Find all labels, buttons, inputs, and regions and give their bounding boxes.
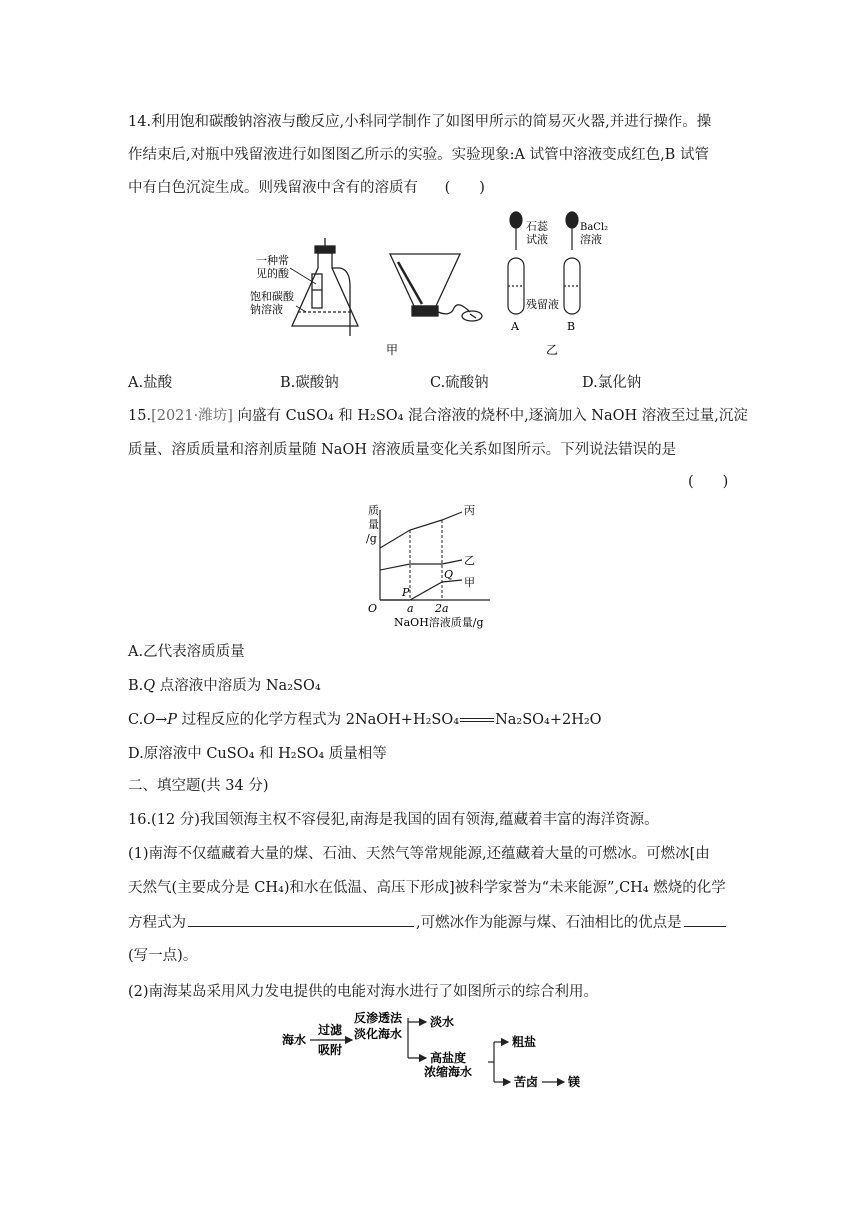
q15-option-c-prefix: C. bbox=[128, 712, 144, 728]
label-bacl2-2: 溶液 bbox=[580, 233, 602, 246]
label-acid-2: 见的酸 bbox=[256, 267, 289, 280]
q14-figure bbox=[240, 208, 609, 358]
q14-option-a: A.盐酸 bbox=[128, 375, 173, 391]
q15-source: [2021·潍坊] bbox=[151, 408, 233, 424]
q14-line-3 bbox=[128, 178, 485, 198]
q15-option-a: A.乙代表溶质质量 bbox=[128, 644, 245, 660]
q15-answer-paren: ( ) bbox=[688, 474, 729, 490]
flow-magnesium: 镁 bbox=[568, 1075, 581, 1089]
q15-option-b-q: Q bbox=[143, 678, 156, 694]
label-soda-2: 钠溶液 bbox=[250, 303, 283, 316]
q15-line-1 bbox=[128, 406, 748, 426]
figure-label-jia: 甲 bbox=[386, 343, 399, 357]
ylabel-2: 量 bbox=[368, 518, 379, 531]
q15-option-c bbox=[128, 710, 602, 730]
label-residue: 残留液 bbox=[526, 298, 559, 311]
tick-a: a bbox=[407, 602, 414, 615]
q15-option-c-products: Na₂SO₄+2H₂O bbox=[495, 712, 602, 728]
q15-graph bbox=[362, 500, 502, 630]
point-p: P bbox=[402, 586, 410, 599]
flow-brine-2: 浓缩海水 bbox=[424, 1065, 473, 1079]
q16-part1-line-3-a: 方程式为 bbox=[128, 915, 186, 931]
q15-line-1-text: 向盛有 CuSO₄ 和 H₂SO₄ 混合溶液的烧杯中,逐滴加入 NaOH 溶液至过量,沉淀 bbox=[237, 408, 748, 424]
q15-option-d: D.原溶液中 CuSO₄ 和 H₂SO₄ 质量相等 bbox=[128, 746, 387, 762]
q16-part1-line-1: (1)南海不仅蕴藏着大量的煤、石油、天然气等常规能源,还蕴藏着大量的可燃冰。可燃冰[由 bbox=[128, 846, 710, 862]
q14-option-d: D.氯化钠 bbox=[582, 375, 642, 391]
label-soda-1: 饱和碳酸 bbox=[250, 290, 294, 303]
q14-line-3-text: 中有白色沉淀生成。则残留液中含有的溶质有 bbox=[128, 180, 418, 196]
label-litmus-1: 石蕊 bbox=[526, 220, 548, 233]
q16-part1-line-2: 天然气(主要成分是 CH₄)和水在低温、高压下形成]被科学家誉为“未来能源”,CH₄ 燃烧的化学 bbox=[128, 880, 726, 896]
q14-answer-paren: ( ) bbox=[444, 180, 485, 196]
section-2-heading: 二、填空题(共 34 分) bbox=[128, 778, 269, 794]
equals-sign bbox=[460, 718, 494, 722]
test-tube-b bbox=[564, 212, 580, 314]
q15-option-b-prefix: B. bbox=[128, 678, 144, 694]
inverted-extinguisher bbox=[390, 254, 482, 321]
q14-line-2: 作结束后,对瓶中残留液进行如图图乙所示的实验。实验现象:A 试管中溶液变成红色,B 试管 bbox=[128, 147, 709, 163]
series-jia bbox=[380, 580, 462, 600]
q15-option-b-text: 点溶液中溶质为 Na₂SO₄ bbox=[155, 678, 321, 694]
fire-extinguisher-flask bbox=[292, 238, 358, 336]
q15-option-c-o: O bbox=[143, 712, 156, 728]
label-bacl2-1: BaCl₂ bbox=[580, 222, 609, 233]
q15-option-c-p: P bbox=[167, 712, 177, 728]
q15-option-c-text: 过程反应的化学方程式为 2NaOH+H₂SO₄ bbox=[177, 712, 460, 728]
label-litmus-2: 试液 bbox=[526, 233, 548, 246]
seawater-flow-diagram bbox=[278, 1010, 598, 1094]
flow-filter-2: 吸附 bbox=[318, 1043, 343, 1057]
origin-o: O bbox=[368, 602, 378, 615]
flow-crude-salt: 粗盐 bbox=[512, 1035, 537, 1049]
q14-option-c: C.硫酸钠 bbox=[430, 375, 489, 391]
q15-line-2: 质量、溶质质量和溶剂质量随 NaOH 溶液质量变化关系如图所示。下列说法错误的是 bbox=[128, 442, 677, 458]
xlabel: NaOH溶液质量/g bbox=[394, 616, 484, 629]
flow-ro-1: 反渗透法 bbox=[354, 1011, 403, 1025]
q16-part1-line-4: (写一点)。 bbox=[128, 948, 198, 964]
label-acid-1: 一种常 bbox=[256, 254, 289, 267]
flow-bittern: 苦卤 bbox=[514, 1075, 539, 1089]
q16-part1-line-3-b: ,可燃冰作为能源与煤、石油相比的优点是 bbox=[416, 915, 682, 931]
flow-brine-1: 高盐度 bbox=[430, 1051, 467, 1065]
label-jia: 甲 bbox=[464, 576, 475, 589]
q15-option-c-arrow: → bbox=[155, 712, 168, 728]
flow-freshwater: 淡水 bbox=[430, 1015, 455, 1029]
q14-line-1: 14.利用饱和碳酸钠溶液与酸反应,小科同学制作了如图甲所示的简易灭火器,并进行操作。操 bbox=[128, 114, 712, 130]
ylabel-1: 质 bbox=[368, 504, 379, 517]
flow-ro-2: 淡化海水 bbox=[354, 1027, 403, 1041]
q16-line-1: 16.(12 分)我国领海主权不容侵犯,南海是我国的固有领海,蕴藏着丰富的海洋资源。 bbox=[128, 812, 659, 828]
answer-blank-equation[interactable] bbox=[188, 912, 414, 927]
ylabel-3: /g bbox=[366, 532, 377, 545]
label-yi: 乙 bbox=[464, 554, 475, 567]
answer-blank-advantage[interactable] bbox=[684, 912, 726, 927]
label-bing: 丙 bbox=[464, 504, 475, 517]
tick-2a: 2a bbox=[435, 602, 449, 615]
label-tube-a: A bbox=[511, 320, 519, 333]
series-bing bbox=[380, 512, 462, 548]
label-tube-b: B bbox=[567, 320, 576, 333]
test-tube-a bbox=[508, 212, 524, 314]
q16-part1-line-3 bbox=[128, 912, 728, 933]
flow-seawater: 海水 bbox=[282, 1033, 307, 1047]
q14-option-b: B.碳酸钠 bbox=[280, 375, 339, 391]
q15-number: 15. bbox=[128, 408, 152, 424]
q16-part2-line-1: (2)南海某岛采用风力发电提供的电能对海水进行了如图所示的综合利用。 bbox=[128, 984, 599, 1000]
figure-label-yi: 乙 bbox=[546, 343, 559, 357]
q15-option-b bbox=[128, 676, 321, 696]
point-q: Q bbox=[444, 568, 454, 581]
flow-filter-1: 过滤 bbox=[318, 1023, 343, 1037]
